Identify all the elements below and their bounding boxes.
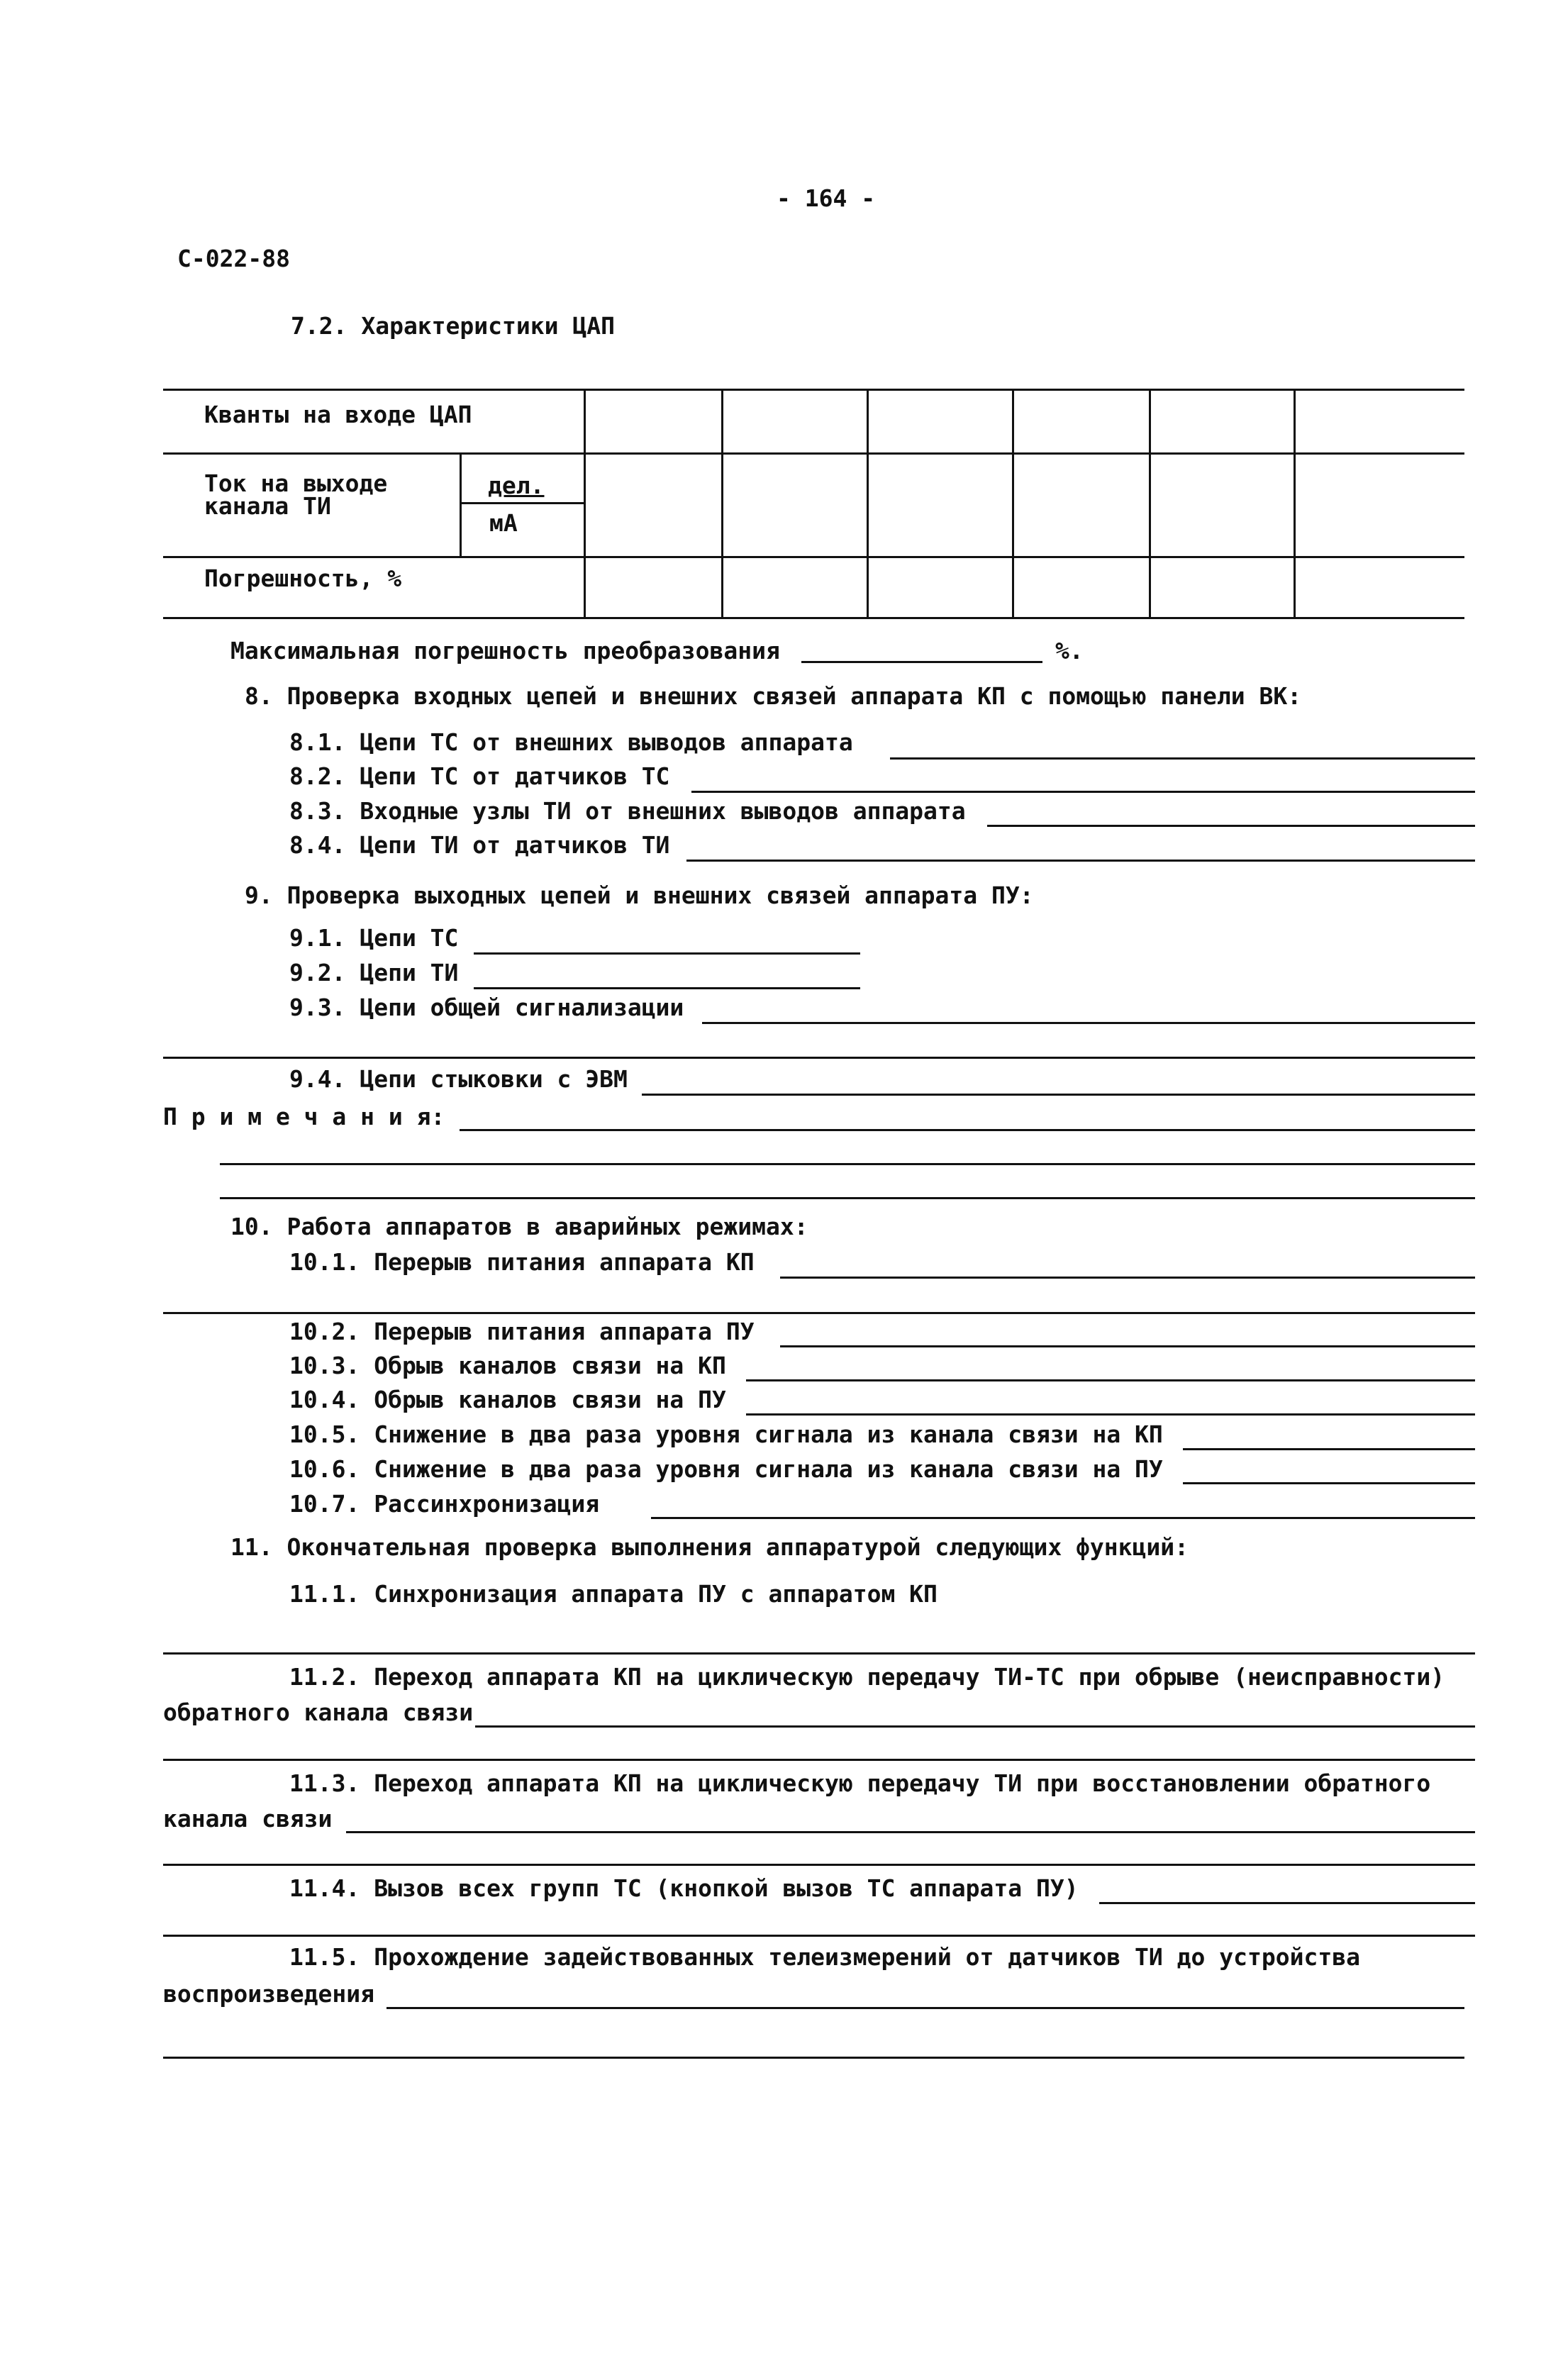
table-row-quanta-label: Кванты на входе ЦАП <box>204 401 472 428</box>
item-11-3-line-2: канала связи <box>163 1805 333 1833</box>
item-9-1: 9.1. Цепи ТС <box>289 924 459 952</box>
field-8-2[interactable] <box>691 791 1475 793</box>
item-8-1: 8.1. Цепи ТС от внешних выводов аппарата <box>289 728 853 756</box>
item-10-6: 10.6. Снижение в два раза уровня сигнала из канала связи на ПУ <box>289 1455 1163 1483</box>
item-10-4: 10.4. Обрыв каналов связи на ПУ <box>289 1386 726 1413</box>
max-error-unit: %. <box>1055 637 1084 664</box>
section-7-2-title: 7.2. Характеристики ЦАП <box>291 312 615 340</box>
item-10-7: 10.7. Рассинхронизация <box>289 1490 600 1518</box>
section-9-title: 9. Проверка выходных цепей и внешних связей аппарата ПУ: <box>245 882 1034 909</box>
notes-line-2[interactable] <box>220 1163 1475 1165</box>
field-10-6[interactable] <box>1183 1482 1475 1484</box>
item-10-1: 10.1. Перерыв питания аппарата КП <box>289 1248 755 1276</box>
item-8-3: 8.3. Входные узлы ТИ от внешних выводов аппарата <box>289 797 966 825</box>
document-code: С-022-88 <box>177 245 290 272</box>
field-9-2[interactable] <box>474 987 860 989</box>
field-8-4[interactable] <box>686 860 1475 862</box>
field-10-1[interactable] <box>780 1277 1475 1279</box>
max-error-field[interactable] <box>801 661 1042 663</box>
table-row-current-label-2: канала ТИ <box>204 492 331 520</box>
table-unit-divisions: дел. <box>488 472 545 499</box>
section-8-title: 8. Проверка входных цепей и внешних связей аппарата КП с помощью панели ВК: <box>245 682 1302 710</box>
item-11-3-line-1: 11.3. Переход аппарата КП на циклическую передачу ТИ при восстановлении обратного <box>289 1769 1431 1797</box>
item-8-2: 8.2. Цепи ТС от датчиков ТС <box>289 762 670 790</box>
item-8-4: 8.4. Цепи ТИ от датчиков ТИ <box>289 831 670 859</box>
field-11-1[interactable] <box>163 1652 1475 1655</box>
item-9-4: 9.4. Цепи стыковки с ЭВМ <box>289 1065 628 1093</box>
field-9-3[interactable] <box>702 1022 1475 1024</box>
field-10-3[interactable] <box>746 1379 1475 1381</box>
item-11-5-line-2: воспроизведения <box>163 1980 375 2008</box>
field-11-2[interactable] <box>475 1725 1475 1728</box>
item-10-5: 10.5. Снижение в два раза уровня сигнала из канала связи на КП <box>289 1420 1163 1448</box>
field-11-4[interactable] <box>1099 1902 1475 1904</box>
item-11-4: 11.4. Вызов всех групп ТС (кнопкой вызов ТС аппарата ПУ) <box>289 1874 1079 1902</box>
blank-line[interactable] <box>163 1057 1475 1059</box>
section-10-title: 10. Работа аппаратов в аварийных режимах: <box>230 1213 808 1240</box>
item-11-2-line-1: 11.2. Переход аппарата КП на циклическую передачу ТИ-ТС при обрыве (неисправности) <box>289 1663 1445 1691</box>
item-9-2: 9.2. Цепи ТИ <box>289 959 459 986</box>
table-row-current-label-1: Ток на выходе <box>204 469 388 497</box>
blank-line[interactable] <box>163 1935 1475 1937</box>
notes-line-1[interactable] <box>460 1129 1475 1131</box>
blank-line[interactable] <box>163 2057 1464 2059</box>
field-9-4[interactable] <box>642 1094 1475 1096</box>
field-10-5[interactable] <box>1183 1448 1475 1450</box>
field-10-4[interactable] <box>746 1413 1475 1416</box>
max-error-label: Максимальная погрешность преобразования <box>230 637 780 664</box>
item-11-5-line-1: 11.5. Прохождение задействованных телеизмерений от датчиков ТИ до устройства <box>289 1943 1360 1971</box>
field-10-7[interactable] <box>651 1517 1475 1519</box>
table-row-error-label: Погрешность, % <box>204 565 402 592</box>
notes-label: П р и м е ч а н и я: <box>163 1103 445 1130</box>
field-11-3[interactable] <box>346 1831 1475 1833</box>
item-11-2-line-2: обратного канала связи <box>163 1698 474 1726</box>
field-8-1[interactable] <box>890 757 1475 760</box>
field-11-5[interactable] <box>386 2007 1464 2009</box>
blank-line[interactable] <box>163 1312 1475 1314</box>
item-9-3: 9.3. Цепи общей сигнализации <box>289 994 684 1021</box>
blank-line[interactable] <box>163 1864 1475 1866</box>
field-10-2[interactable] <box>780 1345 1475 1347</box>
notes-line-3[interactable] <box>220 1197 1475 1199</box>
item-10-3: 10.3. Обрыв каналов связи на КП <box>289 1352 726 1379</box>
table-unit-milliamps: мА <box>489 509 518 537</box>
section-11-title: 11. Окончательная проверка выполнения аппаратурой следующих функций: <box>230 1533 1189 1561</box>
item-11-1: 11.1. Синхронизация аппарата ПУ с аппаратом КП <box>289 1580 938 1608</box>
page-number: - 164 - <box>777 184 876 212</box>
blank-line[interactable] <box>163 1759 1475 1761</box>
item-10-2: 10.2. Перерыв питания аппарата ПУ <box>289 1318 755 1345</box>
field-8-3[interactable] <box>987 825 1475 827</box>
field-9-1[interactable] <box>474 952 860 955</box>
